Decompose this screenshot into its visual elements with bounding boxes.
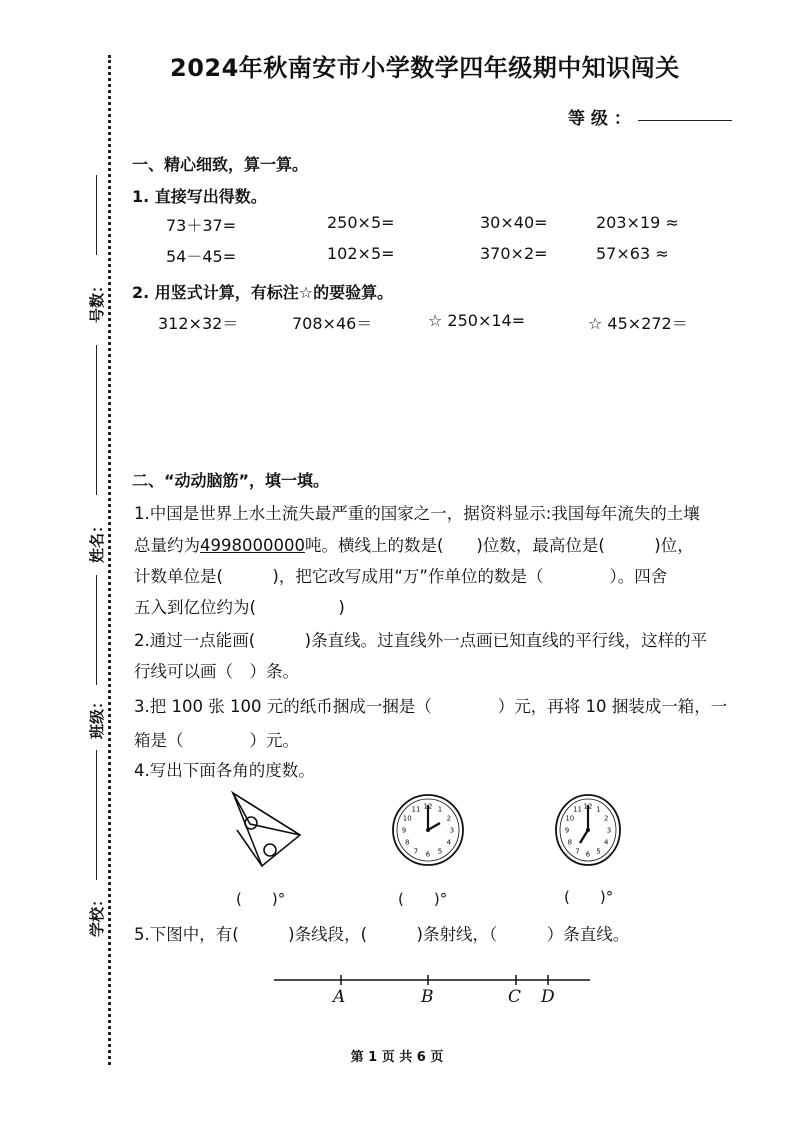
set-square-figure [233,793,300,866]
clock-numeral: 9 [564,826,570,835]
clock-numeral: 7 [413,847,419,856]
s2-q1-line1: 1.中国是世界上水土流失最严重的国家之一，据资料显示:我国每年流失的土壤 [134,504,700,523]
clock-numeral: 11 [411,805,421,814]
s2-q2-line2: 行线可以画（ ）条。 [134,662,299,681]
calc-item: 203×19 ≈ [596,213,679,232]
s1-q2-label: 2. 用竖式计算，有标注☆的要验算。 [132,283,394,302]
s1-q1-label: 1. 直接写出得数。 [132,187,267,206]
clock-numeral: 5 [437,847,443,856]
s2-q3-line1: 3.把 100 张 100 元的纸币捆成一捆是（ ）元，再将 10 捆装成一箱，一 [134,697,728,716]
number-label: 号数： [88,277,107,324]
clock-numeral: 8 [567,838,573,847]
clock-numeral: 5 [596,847,601,856]
calc-item: 30×40= [480,213,548,232]
grade-label: 等 级 ： [568,109,631,129]
vertical-calc-item: 312×32＝ [158,314,239,333]
clock-numeral: 10 [402,814,412,823]
s2-q5-text: 5.下图中，有( )条线段，( )条射线，（ ）条直线。 [134,925,630,944]
vertical-calc-item: 708×46＝ [292,314,373,333]
clock-numeral: 8 [404,838,410,847]
text-span: 总量约为 [134,536,200,555]
page-title: 2024年秋南安市小学数学四年级期中知识闯关 [170,54,680,82]
clock-numeral: 7 [575,847,580,856]
class-label: 班级： [88,693,107,740]
section2-heading: 二、“动动脑筋”，填一填。 [132,471,330,490]
s2-q4-label: 4.写出下面各角的度数。 [134,761,315,780]
s2-q3-line2: 箱是（ ）元。 [134,731,299,750]
clock-numeral: 1 [596,805,601,814]
calc-item: 73＋37= [166,216,237,235]
calc-item: 370×2= [480,244,548,263]
clock-numeral: 4 [603,838,609,847]
clock-numeral: 2 [603,814,609,823]
clock-numeral: 2 [446,814,452,823]
clock-numeral: 6 [425,850,431,859]
calc-item: 54－45= [166,247,237,266]
point-label-c: C [508,987,522,1007]
clock-numeral: 1 [437,805,443,814]
vertical-calc-item: ☆ 45×272＝ [588,314,688,333]
clock-numeral: 6 [585,850,591,859]
clock-numeral: 4 [446,838,452,847]
angle-answer-blank-3[interactable]: ( )° [564,888,614,906]
line-figure [274,975,590,985]
clock-numeral: 9 [401,826,407,835]
s2-q1-line4: 五入到亿位约为( ) [134,598,345,617]
clock-numeral: 3 [606,826,612,835]
clock-numeral: 3 [449,826,455,835]
point-label-b: B [421,987,434,1007]
page-footer: 第 1 页 共 6 页 [350,1050,444,1065]
clock-numeral: 11 [573,805,582,814]
calc-item: 250×5= [327,213,395,232]
point-label-d: D [541,987,555,1007]
school-label: 学校： [88,891,107,938]
angle-answer-blank-2[interactable]: ( )° [398,890,448,908]
clock-numeral: 12 [423,802,433,811]
clock-numeral: 12 [583,802,593,811]
section1-heading: 一、精心细致，算一算。 [132,155,309,174]
calc-item: 57×63 ≈ [596,244,669,263]
s2-q1-line3: 计数单位是( )，把它改写成用“万”作单位的数是（ ）。四舍 [134,567,668,586]
angle-answer-blank-1[interactable]: ( )° [236,890,286,908]
calc-item: 102×5= [327,244,395,263]
vertical-calc-item: ☆ 250×14= [428,311,526,330]
s2-q2-line1: 2.通过一点能画( )条直线。过直线外一点画已知直线的平行线，这样的平 [134,631,708,650]
clock-numeral: 10 [565,814,575,823]
text-span: 吨。横线上的数是( )位数，最高位是( )位， [304,536,694,555]
underlined-number: 4998000000 [200,536,305,555]
point-label-a: A [333,987,346,1007]
name-label: 姓名： [88,517,107,564]
